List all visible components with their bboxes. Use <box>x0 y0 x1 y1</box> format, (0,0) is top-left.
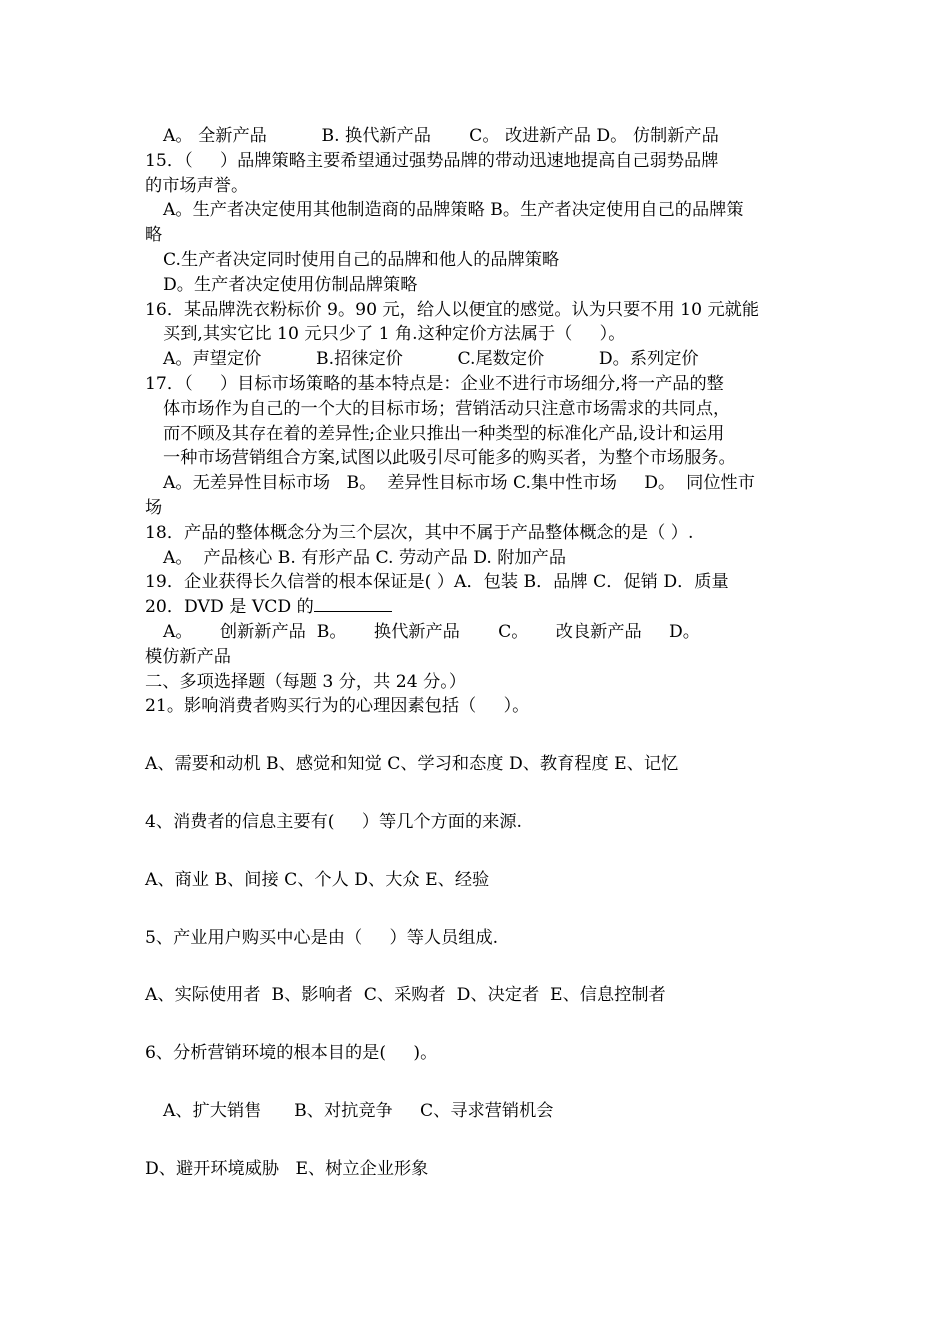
q20-options-cont: 模仿新产品 <box>145 646 231 667</box>
q5-stem: 5、产业用户购买中心是由（ ）等人员组成. <box>145 927 499 948</box>
q6-stem: 6、分析营销环境的根本目的是( )。 <box>145 1043 438 1064</box>
q18-stem: 18．产品的整体概念分为三个层次，其中不属于产品整体概念的是（ ）. <box>145 522 694 543</box>
q17-stem-line1: 17．（ ）目标市场策略的基本特点是：企业不进行市场细分,将一产品的整 <box>145 373 724 394</box>
q4-stem: 4、消费者的信息主要有( ）等几个方面的来源. <box>145 811 522 832</box>
q16-options: A。声望定价 B.招徕定价 C.尾数定价 D。系列定价 <box>163 349 699 370</box>
q17-stem-line2: 体市场作为自己的一个大的目标市场；营销活动只注意市场需求的共同点， <box>163 398 731 419</box>
q19-stem-options: 19．企业获得长久信誉的根本保证是( ）A．包装 B．品牌 C．促销 D．质量 <box>145 572 729 593</box>
q5-options: A、实际使用者 B、影响者 C、采购者 D、决定者 E、信息控制者 <box>145 985 666 1006</box>
q18-options: A。 产品核心 B. 有形产品 C. 劳动产品 D. 附加产品 <box>163 547 567 568</box>
document-page <box>145 124 810 1182</box>
q15-stem-line1: 15．（ ）品牌策略主要希望通过强势品牌的带动迅速地提高自己弱势品牌 <box>145 150 719 171</box>
q20-options: A。 创新新产品 B。 换代新产品 C。 改良新产品 D。 <box>163 621 700 642</box>
q15-option-a-b: A。生产者决定使用其他制造商的品牌策略 B。生产者决定使用自己的品牌策 <box>163 200 744 221</box>
q6-options-line2: D、避开环境威胁 E、树立企业形象 <box>145 1158 429 1179</box>
q4-options: A、商业 B、间接 C、个人 D、大众 E、经验 <box>145 869 490 890</box>
q17-stem-line3: 而不顾及其存在着的差异性;企业只推出一种类型的标准化产品,设计和运用 <box>163 423 725 444</box>
q21-stem: 21。影响消费者购买行为的心理因素包括（ ）。 <box>145 696 530 717</box>
q6-options-line1: A、扩大销售 B、对抗竞争 C、寻求营销机会 <box>163 1100 554 1121</box>
q16-stem-line2: 买到,其实它比 10 元只少了 1 角.这种定价方法属于（ ）。 <box>163 324 626 345</box>
q15-option-b-cont: 略 <box>145 225 163 246</box>
q15-option-c: C.生产者决定同时使用自己的品牌和他人的品牌策略 <box>163 249 560 270</box>
q17-options-cont: 场 <box>145 497 163 518</box>
q20-stem <box>145 595 810 620</box>
q17-options: A。无差异性目标市场 B。 差异性目标市场 C.集中性市场 D。 同位性市 <box>163 473 755 494</box>
q20-stem-text: 20．DVD 是 VCD 的 <box>145 597 314 618</box>
q21-options: A、需要和动机 B、感觉和知觉 C、学习和态度 D、教育程度 E、记忆 <box>145 754 679 775</box>
q17-stem-line4: 一种市场营销组合方案,试图以此吸引尽可能多的购买者，为整个市场服务。 <box>163 448 736 469</box>
q15-option-d: D。生产者决定使用仿制品牌策略 <box>163 274 418 295</box>
q14-options: A。 全新产品 B. 换代新产品 C。 改进新产品 D。 仿制新产品 <box>163 126 719 146</box>
q16-stem-line1: 16．某品牌洗衣粉标价 9。90 元，给人以便宜的感觉。认为只要不用 10 元就能 <box>145 299 760 320</box>
answer-blank <box>314 595 392 612</box>
q15-stem-line2: 的市场声誉。 <box>145 175 249 196</box>
section-heading-multiple-choice: 二、多项选择题（每题 3 分，共 24 分。） <box>145 671 467 692</box>
